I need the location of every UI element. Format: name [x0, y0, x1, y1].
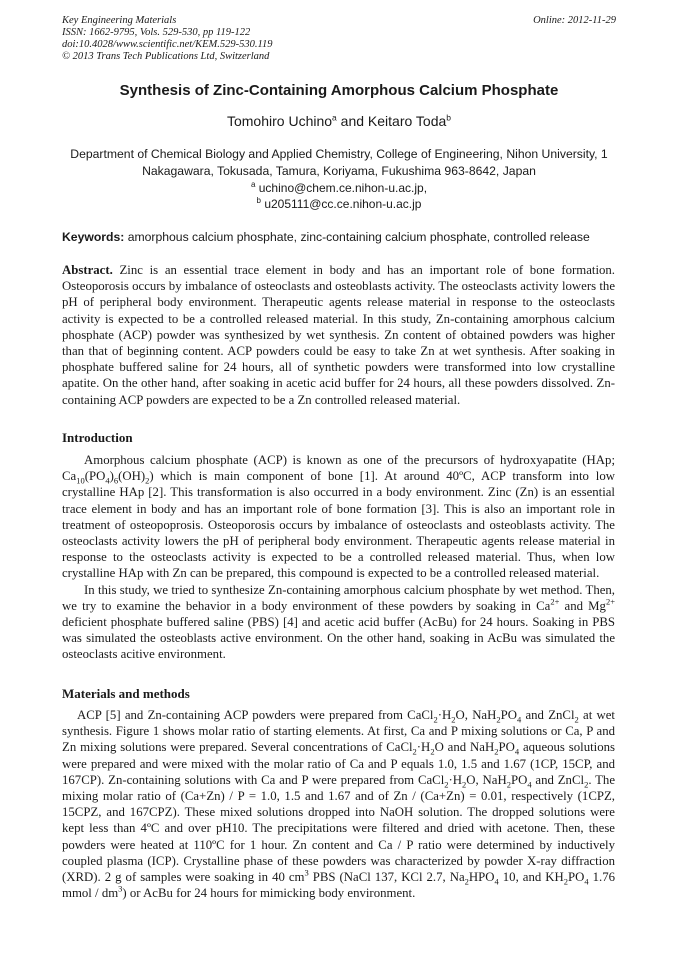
copyright: © 2013 Trans Tech Publications Ltd, Switzerland — [62, 51, 270, 62]
authors — [0, 113, 678, 129]
abstract — [62, 262, 615, 408]
abstract-text: Zinc is an essential trace element in body and has an important role of bone formation. Osteoporosis occurs by imbalance of osteoclasts and osteoblasts activity. The osteoclasts activity lowers the pH of peripheral body environment. Therapeutic agents release material in response to the osteoclasts activity is expected to be a controlled released material. In this study, Zn-containing amorphous calcium phosphate (ACP) powder was synthesized by wet synthesis. Zn content of obtained powders was higher than that of beginning content. ACP powders could be easy to take Zn at wet synthesis. After soaking in phosphate buffered saline for 24 hours, all of synthetic powders were transformed into low crystalline apatite. On the other hand, after soaking in acetic acid buffer for 24 hours, all these powders dissolved. Zn-containing ACP powders are expected to be a Zn controlled released material. — [62, 263, 615, 407]
authors-and: and — [336, 113, 368, 129]
intro-body — [62, 452, 615, 663]
email-b: u205111@cc.ce.nihon-u.ac.jp — [264, 197, 422, 211]
emails — [0, 180, 678, 212]
affiliation: Department of Chemical Biology and Applied Chemistry, College of Engineering, Nihon University, 1 Nakagawara, Tokusada, Tamura, Koriyama, Fukushima 963-8642, Japan — [70, 147, 608, 178]
journal-header — [62, 15, 616, 63]
paper-title: Synthesis of Zinc-Containing Amorphous Calcium Phosphate — [119, 82, 559, 99]
methods-body — [62, 707, 615, 901]
intro-paragraph-2: In this study, we tried to synthesize Zn-containing amorphous calcium phosphate by wet method. Then, we try to examine the behavior in a body environment of these powders by soaking in $Ca^{2+}$ and $Mg^{2+}$ deficient phosphate buffered saline (PBS) [4] and acetic acid buffer (AcBu) for 24 hours. Soaking in PBS was simulated the osteoblasts active environment. On the other hand, soaking in AcBu was simulated the osteoclasts acitive environment. — [62, 582, 615, 662]
online-date: Online: 2012-11-29 — [533, 15, 616, 26]
methods-paragraph: ACP [5] and Zn-containing ACP powders were prepared from $CaCl_2\cdot H_2O$, $NaH_2PO_4$ and ZnCl$_2$ at wet synthesis. Figure 1 shows molar ratio of starting elements. At first, Ca and P mixing solutions or Ca, P and Zn mixing solutions were prepared. Several concentrations of $CaCl_2\cdot H_2O$ and $NaH_2PO_4$ aqueous solutions were prepared and were mixed with the molar ratio of Ca and P equals 1.0, 1.5 and 1.67 (1CP, 15CP, and 167CP). Zn-containing solutions with Ca and P were prepared from $CaCl_2\cdot H_2O$, $NaH_2PO_4$ and ZnCl$_2$. The mixing molar ratio of (Ca+Zn) / P = 1.0, 1.5 and 1.67 and of Zn / (Ca+Zn) = 0.01, respectively (1CPZ, 15CPZ, and 167CPZ). These mixed solutions dropped into NaOH solution. The dropped solutions were kept less than 4ºC and over pH10. The precipitations were filtered and dried with acetone. Then, these powders were heated at 110ºC for 1 hour. Zn content and Ca / P ratio were determined by inductively coupled plasma (ICP). Crystalline phase of these powders was characterized by powder X-ray diffraction (XRD). 2 g of samples were soaking in 40 $cm^3$ PBS (NaCl 137, KCl 2.7, $Na_2HPO_4$ 10, and $KH_2PO_4$ 1.76 mmol / $dm^3$) or AcBu for 24 hours for mimicking body environment. — [62, 708, 616, 901]
journal-name: Key Engineering Materials — [62, 15, 177, 26]
doi: doi:10.4028/www.scientific.net/KEM.529-530.119 — [62, 39, 273, 50]
keywords — [62, 230, 622, 244]
author-1-mark: a — [332, 112, 337, 123]
email-a: uchino@chem.ce.nihon-u.ac.jp, — [258, 181, 428, 195]
keywords-label: Keywords: — [62, 230, 125, 244]
intro-heading: Introduction — [62, 430, 133, 445]
email-b-mark: b — [256, 196, 261, 205]
author-2-mark: b — [446, 112, 452, 123]
keywords-text: amorphous calcium phosphate, zinc-containing calcium phosphate, controlled release — [124, 230, 590, 244]
abstract-label: Abstract. — [62, 263, 113, 277]
issn: ISSN: 1662-9795, Vols. 529-530, pp 119-122 — [62, 27, 251, 38]
author-1: Tomohiro Uchino — [226, 113, 333, 129]
methods-heading: Materials and methods — [62, 686, 190, 701]
intro-paragraph-1: Amorphous calcium phosphate (ACP) is known as one of the precursors of hydroxyapatite (HAp; $Ca_{10}(PO_4)_6(OH)_2$) which is main component of bone [1]. At around 40ºC, ACP transform into low crystalline HAp [2]. This transformation is also occurred in a body environment. Zinc (Zn) is an essential trace element in body and has an important role of bone formation [3]. This is also an important role in treatment of osteopoprosis. Osteoporosis occurs by imbalance of osteoclasts and osteoblasts activity. The osteoclasts activity lowers the pH of peripheral body environment. Therapeutic agents release material in response to the osteoclasts activity is expected to be a controlled released material. Thus, when low crystalline HAp with Zn can be prepared, this compound is expected to be a controlled released material. — [62, 453, 615, 581]
email-a-mark: a — [250, 180, 256, 189]
author-2: Keitaro Toda — [367, 113, 447, 129]
